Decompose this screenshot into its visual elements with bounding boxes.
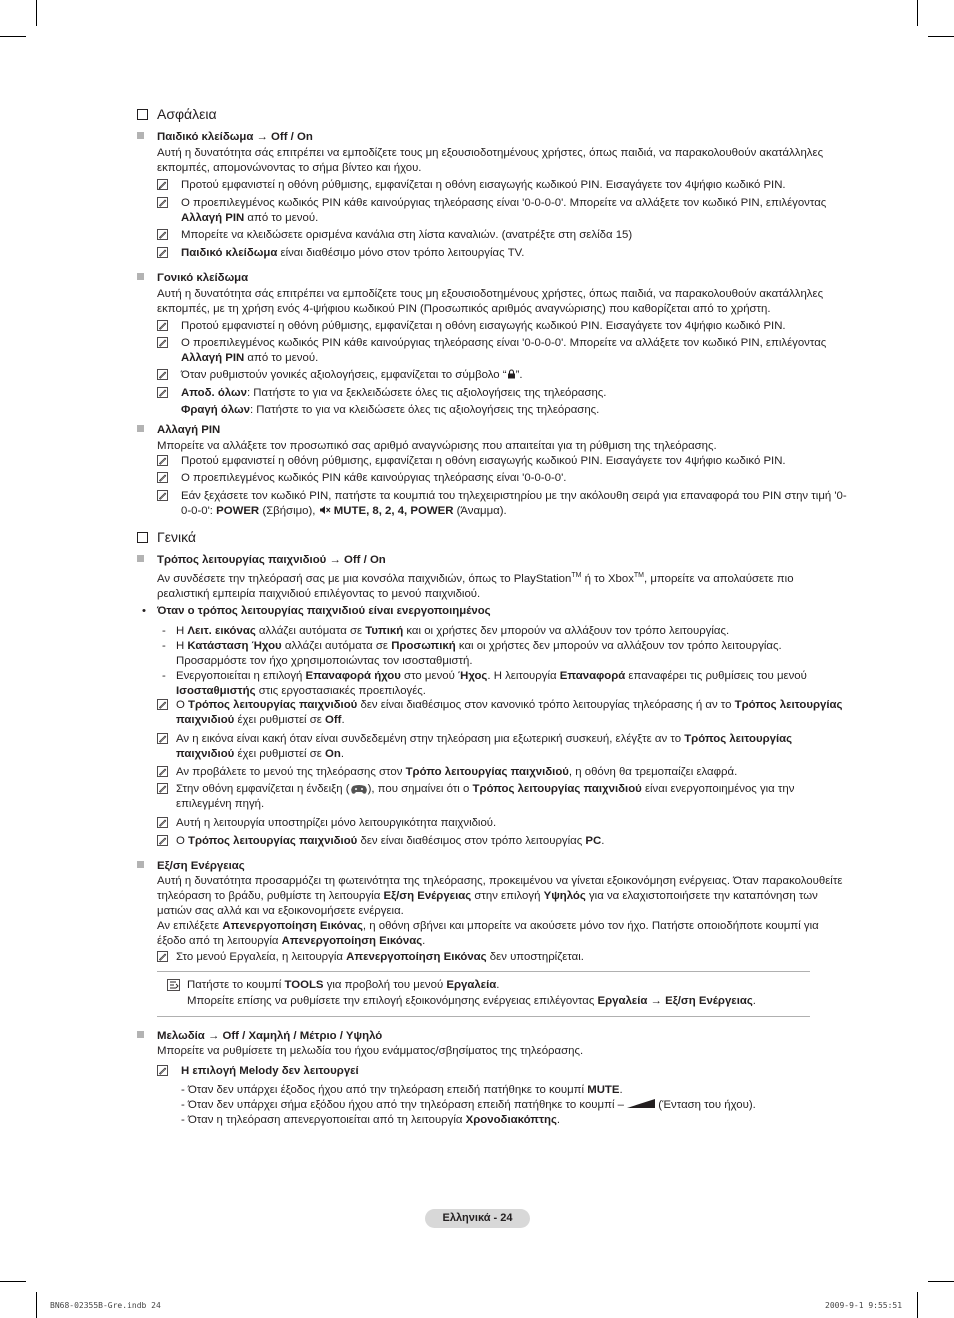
tip-line-2: Μπορείτε επίσης να ρυθμίσετε την επιλογή εξοικονόμησης ενέργειας επιλέγοντας Εργαλεία → Εξ/ση Ενέργειας.	[187, 995, 756, 1007]
note-icon	[157, 247, 168, 258]
checkbox-icon	[137, 532, 148, 543]
note	[157, 246, 847, 261]
note-icon	[157, 387, 168, 398]
square-bullet-icon	[137, 132, 144, 139]
note-icon	[157, 835, 168, 846]
game-mode-label: Τρόπος λειτουργίας παιχνιδιού → Off / On	[157, 554, 386, 566]
note-icon	[157, 1065, 168, 1076]
note	[157, 386, 847, 401]
note-icon	[157, 179, 168, 190]
note-icon	[157, 337, 168, 348]
gamepad-icon	[350, 783, 368, 795]
note-text: Μπορείτε να κλειδώσετε ορισμένα κανάλια στη λίστα καναλιών. (ανατρέξτε στη σελίδα 15)	[181, 229, 633, 241]
note-icon	[157, 733, 168, 744]
energy-saving-label: Εξ/ση Ενέργειας	[157, 860, 245, 872]
note	[157, 178, 847, 193]
note-text: Προτού εμφανιστεί η οθόνη ρύθμισης, εμφανίζεται η οθόνη εισαγωγής κωδικού PIN. Εισαγάγετε τον 4ψήφιο κωδικό PIN.	[181, 320, 786, 332]
change-pin-label: Αλλαγή PIN	[157, 424, 221, 436]
note-text: Ο προεπιλεγμένος κωδικός PIN κάθε καινούργιας τηλεόρασης είναι '0-0-0-0'. Μπορείτε να αλλάξετε τον κωδικό PIN, επιλέγοντας Αλλαγή PIN από το μενού.	[181, 197, 827, 224]
page-number: Ελληνικά - 24	[425, 1209, 530, 1228]
lock-icon	[507, 369, 516, 379]
tools-icon	[167, 979, 180, 991]
note-text: Προτού εμφανιστεί η οθόνη ρύθμισης, εμφανίζεται η οθόνη εισαγωγής κωδικού PIN. Εισαγάγετε τον 4ψήφιο κωδικό PIN.	[181, 179, 786, 191]
note	[157, 471, 847, 486]
child-lock-desc: Αυτή η δυνατότητα σάς επιτρέπει να εμποδίζετε τους μη εξουσιοδοτημένους χρήστες, όπως παιδιά, να παρακολουθούν ακατάλληλες εκπομπές, απομονώνοντας το σήμα βίντεο και ήχου.	[157, 147, 824, 174]
square-bullet-icon	[137, 555, 144, 562]
note-icon	[157, 197, 168, 208]
game-mode-bullet: Όταν ο τρόπος λειτουργίας παιχνιδιού είναι ενεργοποιημένος	[157, 605, 491, 617]
square-bullet-icon	[137, 273, 144, 280]
note-text: Παιδικό κλείδωμα είναι διαθέσιμο μόνο στον τρόπο λειτουργίας TV.	[181, 247, 525, 259]
note-icon	[157, 455, 168, 466]
note	[157, 950, 847, 965]
note-icon	[157, 766, 168, 777]
melody-label: Μελωδία → Off / Χαμηλή / Μέτριο / Υψηλό	[157, 1030, 383, 1042]
note	[157, 816, 847, 831]
note-text: Όταν ρυθμιστούν γονικές αξιολογήσεις, εμφανίζεται το σύμβολο “ ”.	[181, 369, 523, 381]
note-icon	[157, 490, 168, 501]
note	[157, 368, 847, 383]
note-icon	[157, 472, 168, 483]
parental-lock-label: Γονικό κλείδωμα	[157, 272, 249, 284]
volume-icon	[627, 1099, 655, 1108]
parental-lock-desc: Αυτή η δυνατότητα σάς επιτρέπει να εμποδίζετε τους μη εξουσιοδοτημένους χρήστες, όπως παιδιά, να παρακολουθούν ακατάλληλες εκπομπές, με τη χρήση ενός 4-ψήφιου κωδικού PIN (Προσωπικός αριθμός αναγνώρισης) που καθορίζεται από το χρήστη.	[157, 288, 824, 315]
energy-saving-desc-2: Αν επιλέξετε Απενεργοποίηση Εικόνας, η οθόνη σβήνει και μπορείτε να ακούσετε μόνο τον ήχο. Πατήστε οποιοδήποτε κουμπί για έξοδο από τη λειτουργία Απενεργοποίηση Εικόνας.	[157, 920, 819, 947]
section-general-heading: Γενικά	[137, 529, 196, 546]
note-text: Εάν ξεχάσετε τον κωδικό PIN, πατήστε τα κουμπιά του τηλεχειριστηρίου με την ακόλουθη σειρά για επαναφορά του PIN στην τιμή '0-0-0-0': POWER (Σβήσιμο), MUTE, 8, 2, 4, POWER (Άναμμα).	[181, 490, 847, 517]
note	[157, 698, 847, 728]
note	[157, 782, 847, 812]
dash-item: - Όταν η τηλεόραση απενεργοποιείται από τη λειτουργία Χρονοδιακόπτης.	[181, 1114, 561, 1126]
tools-tip-box	[157, 971, 810, 1017]
melody-desc: Μπορείτε να ρυθμίσετε τη μελωδία του ήχου ενάμματος/σβησίματος της τηλεόρασης.	[157, 1045, 584, 1057]
note-continuation	[157, 403, 847, 418]
note-text: Φραγή όλων: Πατήστε το για να κλειδώσετε όλες τις αξιολογήσεις της τηλεόρασης.	[181, 404, 600, 416]
dash-item: - Όταν δεν υπάρχει σήμα εξόδου ήχου από την τηλεόραση επειδή πατήθηκε το κουμπί – (Ένταση του ήχου).	[181, 1099, 756, 1111]
note-text: Αποδ. όλων: Πατήστε το για να ξεκλειδώσετε όλες τις αξιολογήσεις της τηλεόρασης.	[181, 387, 607, 399]
bullet-dot: •	[142, 605, 146, 617]
section-security-heading: Ασφάλεια	[137, 106, 217, 123]
note-text: Αν η εικόνα είναι κακή όταν είναι συνδεδεμένη στην τηλεόραση μια εξωτερική συσκευή, ελέγξτε αν το Τρόπος λειτουργίας παιχνιδιού έχει ρυθμιστεί σε On.	[176, 733, 793, 760]
note-text: Στην οθόνη εμφανίζεται η ένδειξη ( ), που σημαίνει ότι ο Τρόπος λειτουργίας παιχνιδιού είναι ενεργοποιημένος για την επιλεγμένη πηγή.	[176, 783, 795, 810]
note-text: Ο Τρόπος λειτουργίας παιχνιδιού δεν είναι διαθέσιμος στον κανονικό τρόπο λειτουργίας τηλεόρασης ή αν το Τρόπος λειτουργίας παιχνιδιού έχει ρυθμιστεί σε Off.	[176, 699, 843, 726]
dash-item: - Όταν δεν υπάρχει έξοδος ήχου από την τηλεόραση επειδή πατήθηκε το κουμπί MUTE.	[181, 1084, 623, 1096]
energy-saving-desc: Αυτή η δυνατότητα προσαρμόζει τη φωτεινότητα της τηλεόρασης, προκειμένου να γίνεται εξοικονόμηση ενέργειας. Όταν παρακολουθείτε τηλεόραση το βράδυ, ρυθμίστε τη λειτουργία Εξ/ση Ενέργειας στην επιλογή Υψηλός για να ελαχιστοποιήσετε την καταπόνηση των ματιών σας αλλά και να εξοικονομήσετε ενέργεια.	[157, 875, 843, 917]
note-icon	[157, 817, 168, 828]
checkbox-icon	[137, 109, 148, 120]
note	[157, 834, 847, 849]
note	[157, 732, 847, 762]
note-icon	[157, 320, 168, 331]
note	[157, 319, 847, 334]
note-text: Αν προβάλετε το μενού της τηλεόρασης στον Τρόπο λειτουργίας παιχνιδιού, η οθόνη θα τρεμοπαίζει ελαφρά.	[176, 766, 738, 778]
note-text: Ο Τρόπος λειτουργίας παιχνιδιού δεν είναι διαθέσιμος στον τρόπο λειτουργίας PC.	[176, 835, 605, 847]
note	[157, 489, 847, 519]
dash-item: - Η Λειτ. εικόνας αλλάζει αυτόματα σε Τυπική και οι χρήστες δεν μπορούν να αλλάξουν τον τρόπο λειτουργίας.	[162, 625, 730, 637]
square-bullet-icon	[137, 1031, 144, 1038]
mute-icon	[319, 505, 331, 515]
dash-item: - Η Κατάσταση Ήχου αλλάζει αυτόματα σε Προσωπική και οι χρήστες δεν μπορούν να αλλάξουν τον τρόπο λειτουργίας. Προσαρμόστε τον ήχο χρησιμοποιώντας τον ισοσταθμιστή.	[162, 640, 782, 667]
note	[157, 196, 847, 226]
game-mode-desc: Αν συνδέσετε την τηλεόρασή σας με μια κονσόλα παιχνιδιών, όπως το PlayStation™ ή το Xbox™, μπορείτε να απολαύσετε πιο ρεαλιστική εμπειρία παιχνιδιού επιλέγοντας το μενού παιχνιδιού.	[157, 572, 794, 600]
tip-line-1: Πατήστε το κουμπί TOOLS για προβολή του μενού Εργαλεία.	[187, 979, 500, 991]
note-text: Η επιλογή Melody δεν λειτουργεί	[181, 1065, 359, 1077]
note-icon	[157, 229, 168, 240]
note-text: Ο προεπιλεγμένος κωδικός PIN κάθε καινούργιας τηλεόρασης είναι '0-0-0-0'.	[181, 472, 567, 484]
note	[157, 765, 847, 780]
print-date: 2009-9-1 9:55:51	[825, 1301, 903, 1310]
note	[157, 1064, 847, 1079]
note-text: Προτού εμφανιστεί η οθόνη ρύθμισης, εμφανίζεται η οθόνη εισαγωγής κωδικού PIN. Εισαγάγετε τον 4ψήφιο κωδικό PIN.	[181, 455, 786, 467]
file-info: BN68-02355B-Gre.indb 24	[50, 1301, 161, 1310]
square-bullet-icon	[137, 861, 144, 868]
note-text: Ο προεπιλεγμένος κωδικός PIN κάθε καινούργιας τηλεόρασης είναι '0-0-0-0'. Μπορείτε να αλλάξετε τον κωδικό PIN, επιλέγοντας Αλλαγή PIN από το μενού.	[181, 337, 827, 364]
note	[157, 336, 847, 366]
note-icon	[157, 951, 168, 962]
child-lock-label: Παιδικό κλείδωμα → Off / On	[157, 131, 313, 143]
note-icon	[157, 783, 168, 794]
dash-item: - Ενεργοποιείται η επιλογή Επαναφορά ήχου στο μενού Ήχος. Η λειτουργία Επαναφορά επαναφέρει τις ρυθμίσεις του μενού Ισοσταθμιστής στις εργοστασιακές προεπιλογές.	[162, 670, 807, 697]
change-pin-desc: Μπορείτε να αλλάξετε τον προσωπικό σας αριθμό αναγνώρισης που απαιτείται για τη ρύθμιση της τηλεόρασης.	[157, 440, 717, 452]
note	[157, 228, 847, 243]
note	[157, 454, 847, 469]
note-icon	[157, 369, 168, 380]
note-icon	[157, 699, 168, 710]
square-bullet-icon	[137, 425, 144, 432]
note-text: Αυτή η λειτουργία υποστηρίζει μόνο λειτουργικότητα παιχνιδιού.	[176, 817, 497, 829]
note-text: Στο μενού Εργαλεία, η λειτουργία Απενεργοποίηση Εικόνας δεν υποστηρίζεται.	[176, 951, 584, 963]
